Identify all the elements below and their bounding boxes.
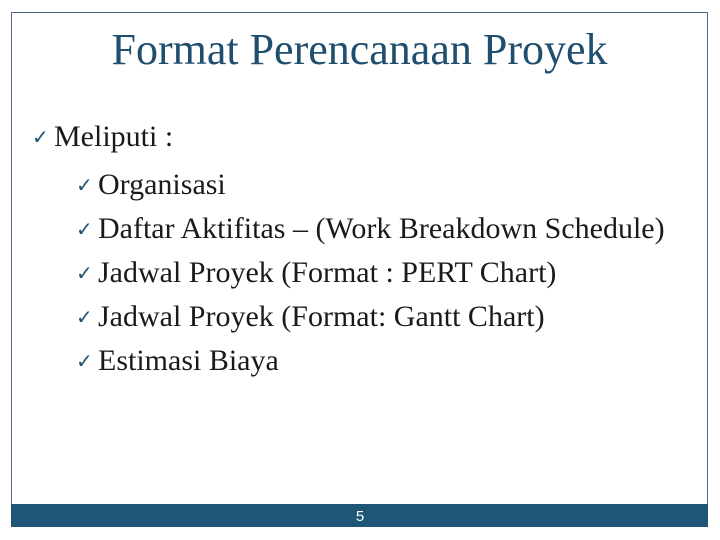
check-icon: ✓ bbox=[76, 217, 93, 241]
slide-title: Format Perencanaan Proyek bbox=[111, 25, 608, 74]
sub-bullet-text: Estimasi Biaya bbox=[98, 344, 279, 377]
check-icon: ✓ bbox=[76, 261, 93, 285]
sub-bullet-text: Jadwal Proyek (Format : PERT Chart) bbox=[98, 256, 557, 289]
sub-bullet bbox=[76, 254, 692, 292]
sub-bullet bbox=[76, 342, 692, 380]
sub-bullet-text: Daftar Aktifitas – (Work Breakdown Schedule) bbox=[98, 212, 665, 245]
check-icon: ✓ bbox=[76, 305, 93, 329]
main-bullet bbox=[32, 118, 692, 156]
sub-bullet-text: Organisasi bbox=[98, 168, 226, 201]
main-bullet-text: Meliputi : bbox=[54, 120, 174, 153]
sub-bullet bbox=[76, 166, 692, 204]
sub-bullet bbox=[76, 298, 692, 336]
sub-bullet-text: Jadwal Proyek (Format: Gantt Chart) bbox=[98, 300, 545, 333]
sub-bullet bbox=[76, 210, 692, 248]
check-icon: ✓ bbox=[76, 173, 93, 197]
page-number: 5 bbox=[355, 508, 365, 525]
check-icon: ✓ bbox=[32, 125, 49, 149]
check-icon: ✓ bbox=[76, 349, 93, 373]
bullet-list bbox=[32, 118, 692, 386]
